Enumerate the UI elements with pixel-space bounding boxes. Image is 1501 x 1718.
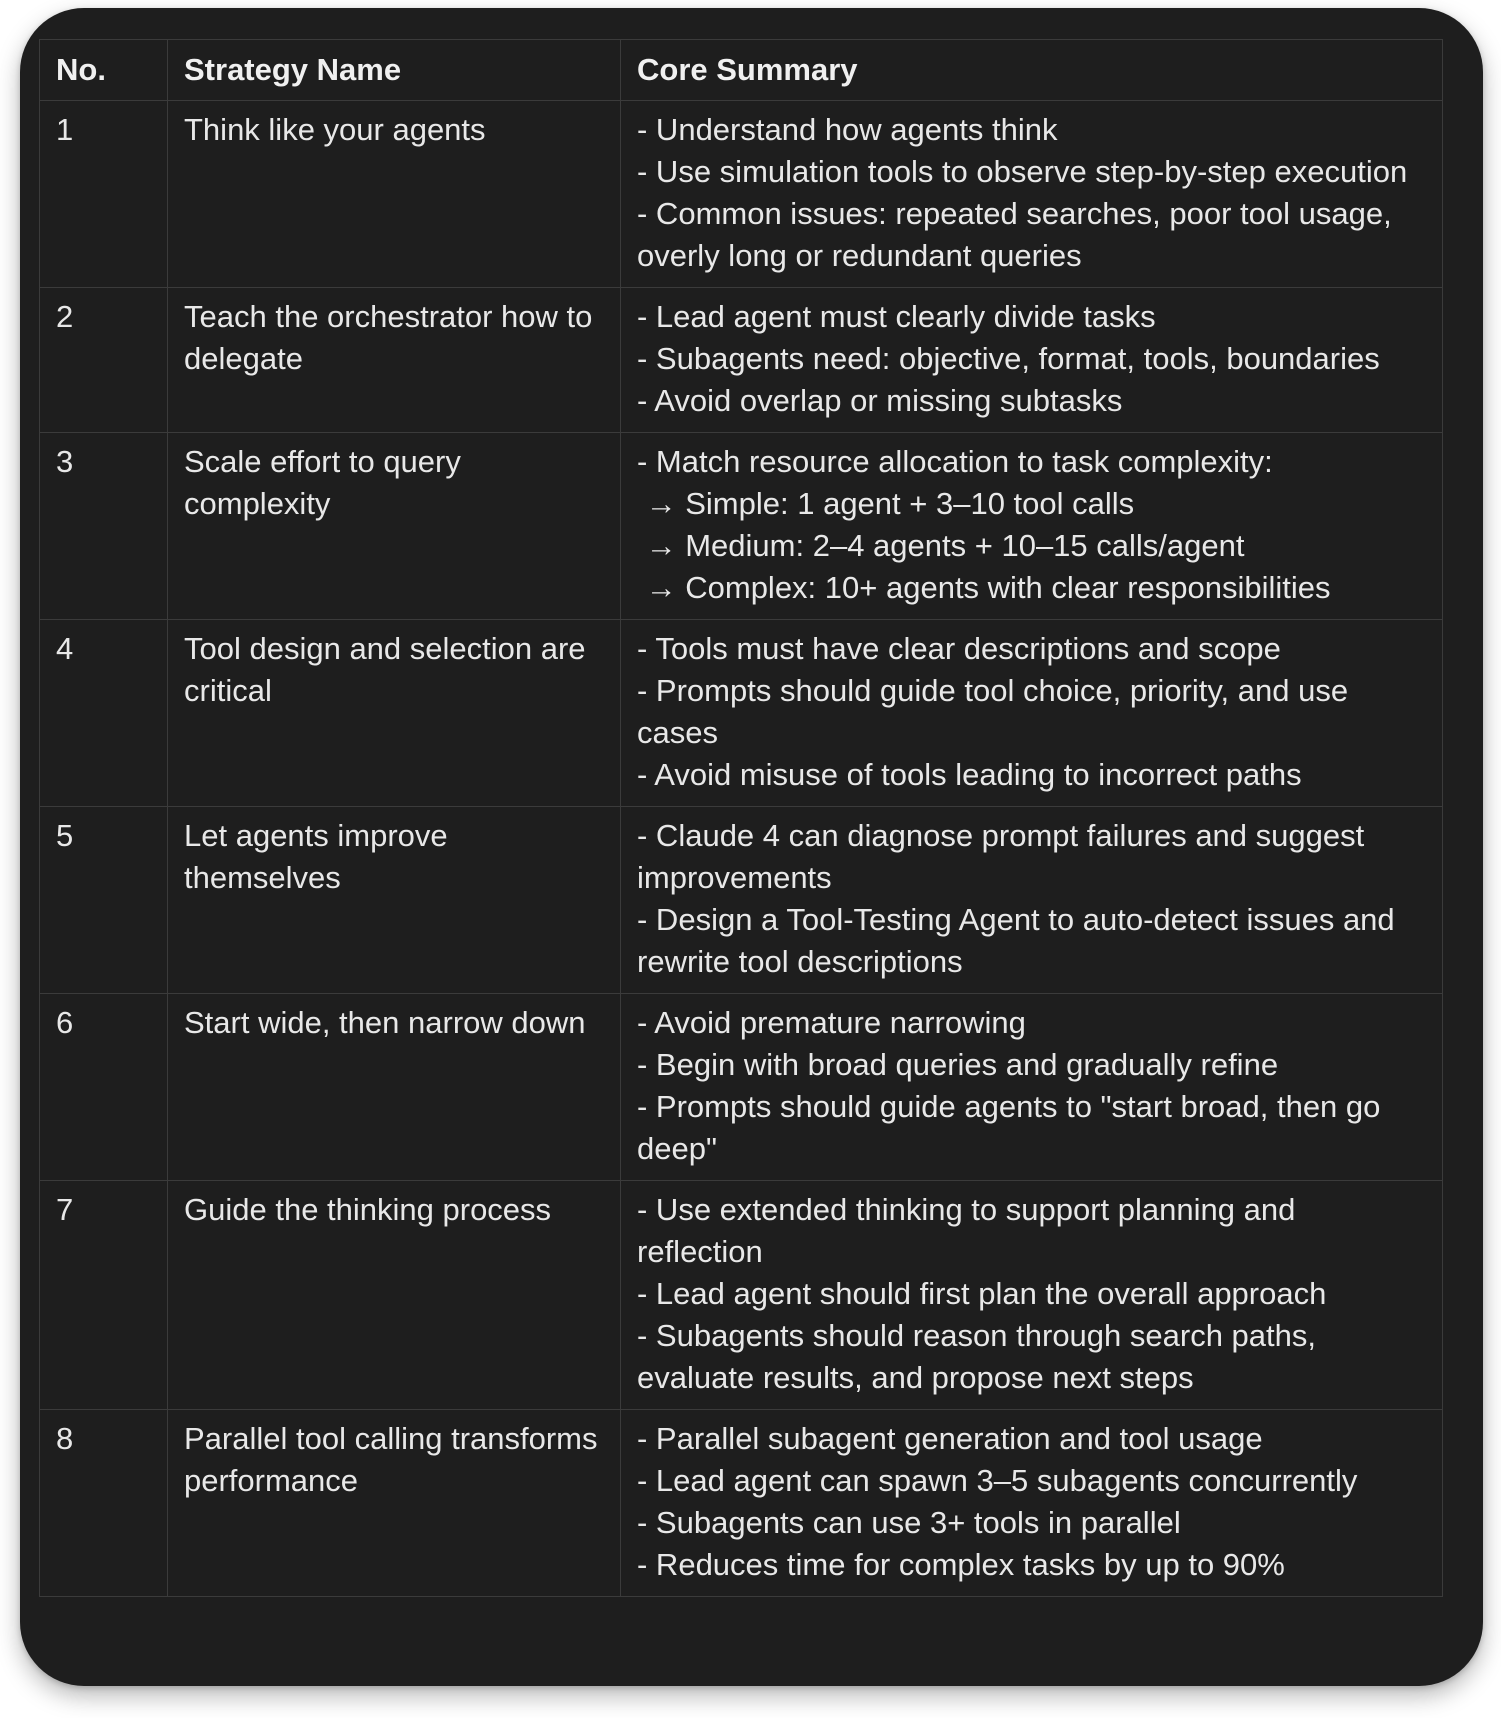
summary-line: - Lead agent should first plan the overall approach bbox=[637, 1276, 1327, 1311]
summary-line: - Avoid premature narrowing bbox=[637, 1005, 1026, 1040]
summary-line: - Subagents can use 3+ tools in parallel bbox=[637, 1505, 1181, 1540]
summary-line: - Common issues: repeated searches, poor tool usage, overly long or redundant queries bbox=[637, 196, 1401, 273]
table-row bbox=[40, 288, 1443, 433]
summary-line: - Design a Tool-Testing Agent to auto-detect issues and rewrite tool descriptions bbox=[637, 902, 1404, 979]
summary-line: - Begin with broad queries and gradually refine bbox=[637, 1047, 1279, 1082]
core-summary bbox=[621, 1410, 1443, 1597]
summary-line: → Simple: 1 agent + 3–10 tool calls bbox=[637, 486, 1135, 521]
core-summary bbox=[621, 994, 1443, 1181]
strategy-name: Parallel tool calling transforms performance bbox=[168, 1410, 621, 1597]
summary-line: - Prompts should guide tool choice, priority, and use cases bbox=[637, 673, 1357, 750]
row-number: 8 bbox=[40, 1410, 168, 1597]
summary-line: - Subagents should reason through search paths, evaluate results, and propose next steps bbox=[637, 1318, 1325, 1395]
strategy-name: Teach the orchestrator how to delegate bbox=[168, 288, 621, 433]
row-number: 6 bbox=[40, 994, 168, 1181]
summary-line: - Prompts should guide agents to "start broad, then go deep" bbox=[637, 1089, 1390, 1166]
summary-line: - Reduces time for complex tasks by up to 90% bbox=[637, 1547, 1285, 1582]
summary-line: - Tools must have clear descriptions and scope bbox=[637, 631, 1281, 666]
row-number: 3 bbox=[40, 433, 168, 620]
header-strategy-name: Strategy Name bbox=[168, 40, 621, 101]
table-row bbox=[40, 620, 1443, 807]
core-summary bbox=[621, 620, 1443, 807]
summary-line: - Use simulation tools to observe step-by-step execution bbox=[637, 154, 1408, 189]
core-summary bbox=[621, 433, 1443, 620]
table-body bbox=[40, 101, 1443, 1597]
strategy-name: Guide the thinking process bbox=[168, 1181, 621, 1410]
row-number: 7 bbox=[40, 1181, 168, 1410]
summary-line: - Avoid misuse of tools leading to incorrect paths bbox=[637, 757, 1302, 792]
strategy-name: Let agents improve themselves bbox=[168, 807, 621, 994]
header-row bbox=[40, 40, 1443, 101]
summary-line: - Match resource allocation to task complexity: bbox=[637, 444, 1273, 479]
core-summary bbox=[621, 1181, 1443, 1410]
summary-line: - Parallel subagent generation and tool usage bbox=[637, 1421, 1263, 1456]
summary-line: - Use extended thinking to support planning and reflection bbox=[637, 1192, 1304, 1269]
table-row bbox=[40, 1410, 1443, 1597]
strategy-name: Start wide, then narrow down bbox=[168, 994, 621, 1181]
row-number: 5 bbox=[40, 807, 168, 994]
table-row bbox=[40, 101, 1443, 288]
core-summary bbox=[621, 807, 1443, 994]
summary-line: - Lead agent must clearly divide tasks bbox=[637, 299, 1156, 334]
row-number: 4 bbox=[40, 620, 168, 807]
core-summary bbox=[621, 101, 1443, 288]
table-row bbox=[40, 807, 1443, 994]
summary-line: → Medium: 2–4 agents + 10–15 calls/agent bbox=[637, 528, 1245, 563]
summary-line: - Understand how agents think bbox=[637, 112, 1058, 147]
header-core-summary: Core Summary bbox=[621, 40, 1443, 101]
row-number: 1 bbox=[40, 101, 168, 288]
summary-line: → Complex: 10+ agents with clear responsibilities bbox=[637, 570, 1331, 605]
strategy-name: Scale effort to query complexity bbox=[168, 433, 621, 620]
summary-line: - Subagents need: objective, format, tools, boundaries bbox=[637, 341, 1380, 376]
summary-line: - Lead agent can spawn 3–5 subagents concurrently bbox=[637, 1463, 1358, 1498]
table-row bbox=[40, 994, 1443, 1181]
header-no: No. bbox=[40, 40, 168, 101]
table-row bbox=[40, 433, 1443, 620]
core-summary bbox=[621, 288, 1443, 433]
strategy-name: Tool design and selection are critical bbox=[168, 620, 621, 807]
strategy-table bbox=[39, 39, 1443, 1597]
strategy-name: Think like your agents bbox=[168, 101, 621, 288]
table-card bbox=[20, 8, 1483, 1686]
row-number: 2 bbox=[40, 288, 168, 433]
table-row bbox=[40, 1181, 1443, 1410]
summary-line: - Avoid overlap or missing subtasks bbox=[637, 383, 1123, 418]
summary-line: - Claude 4 can diagnose prompt failures and suggest improvements bbox=[637, 818, 1373, 895]
